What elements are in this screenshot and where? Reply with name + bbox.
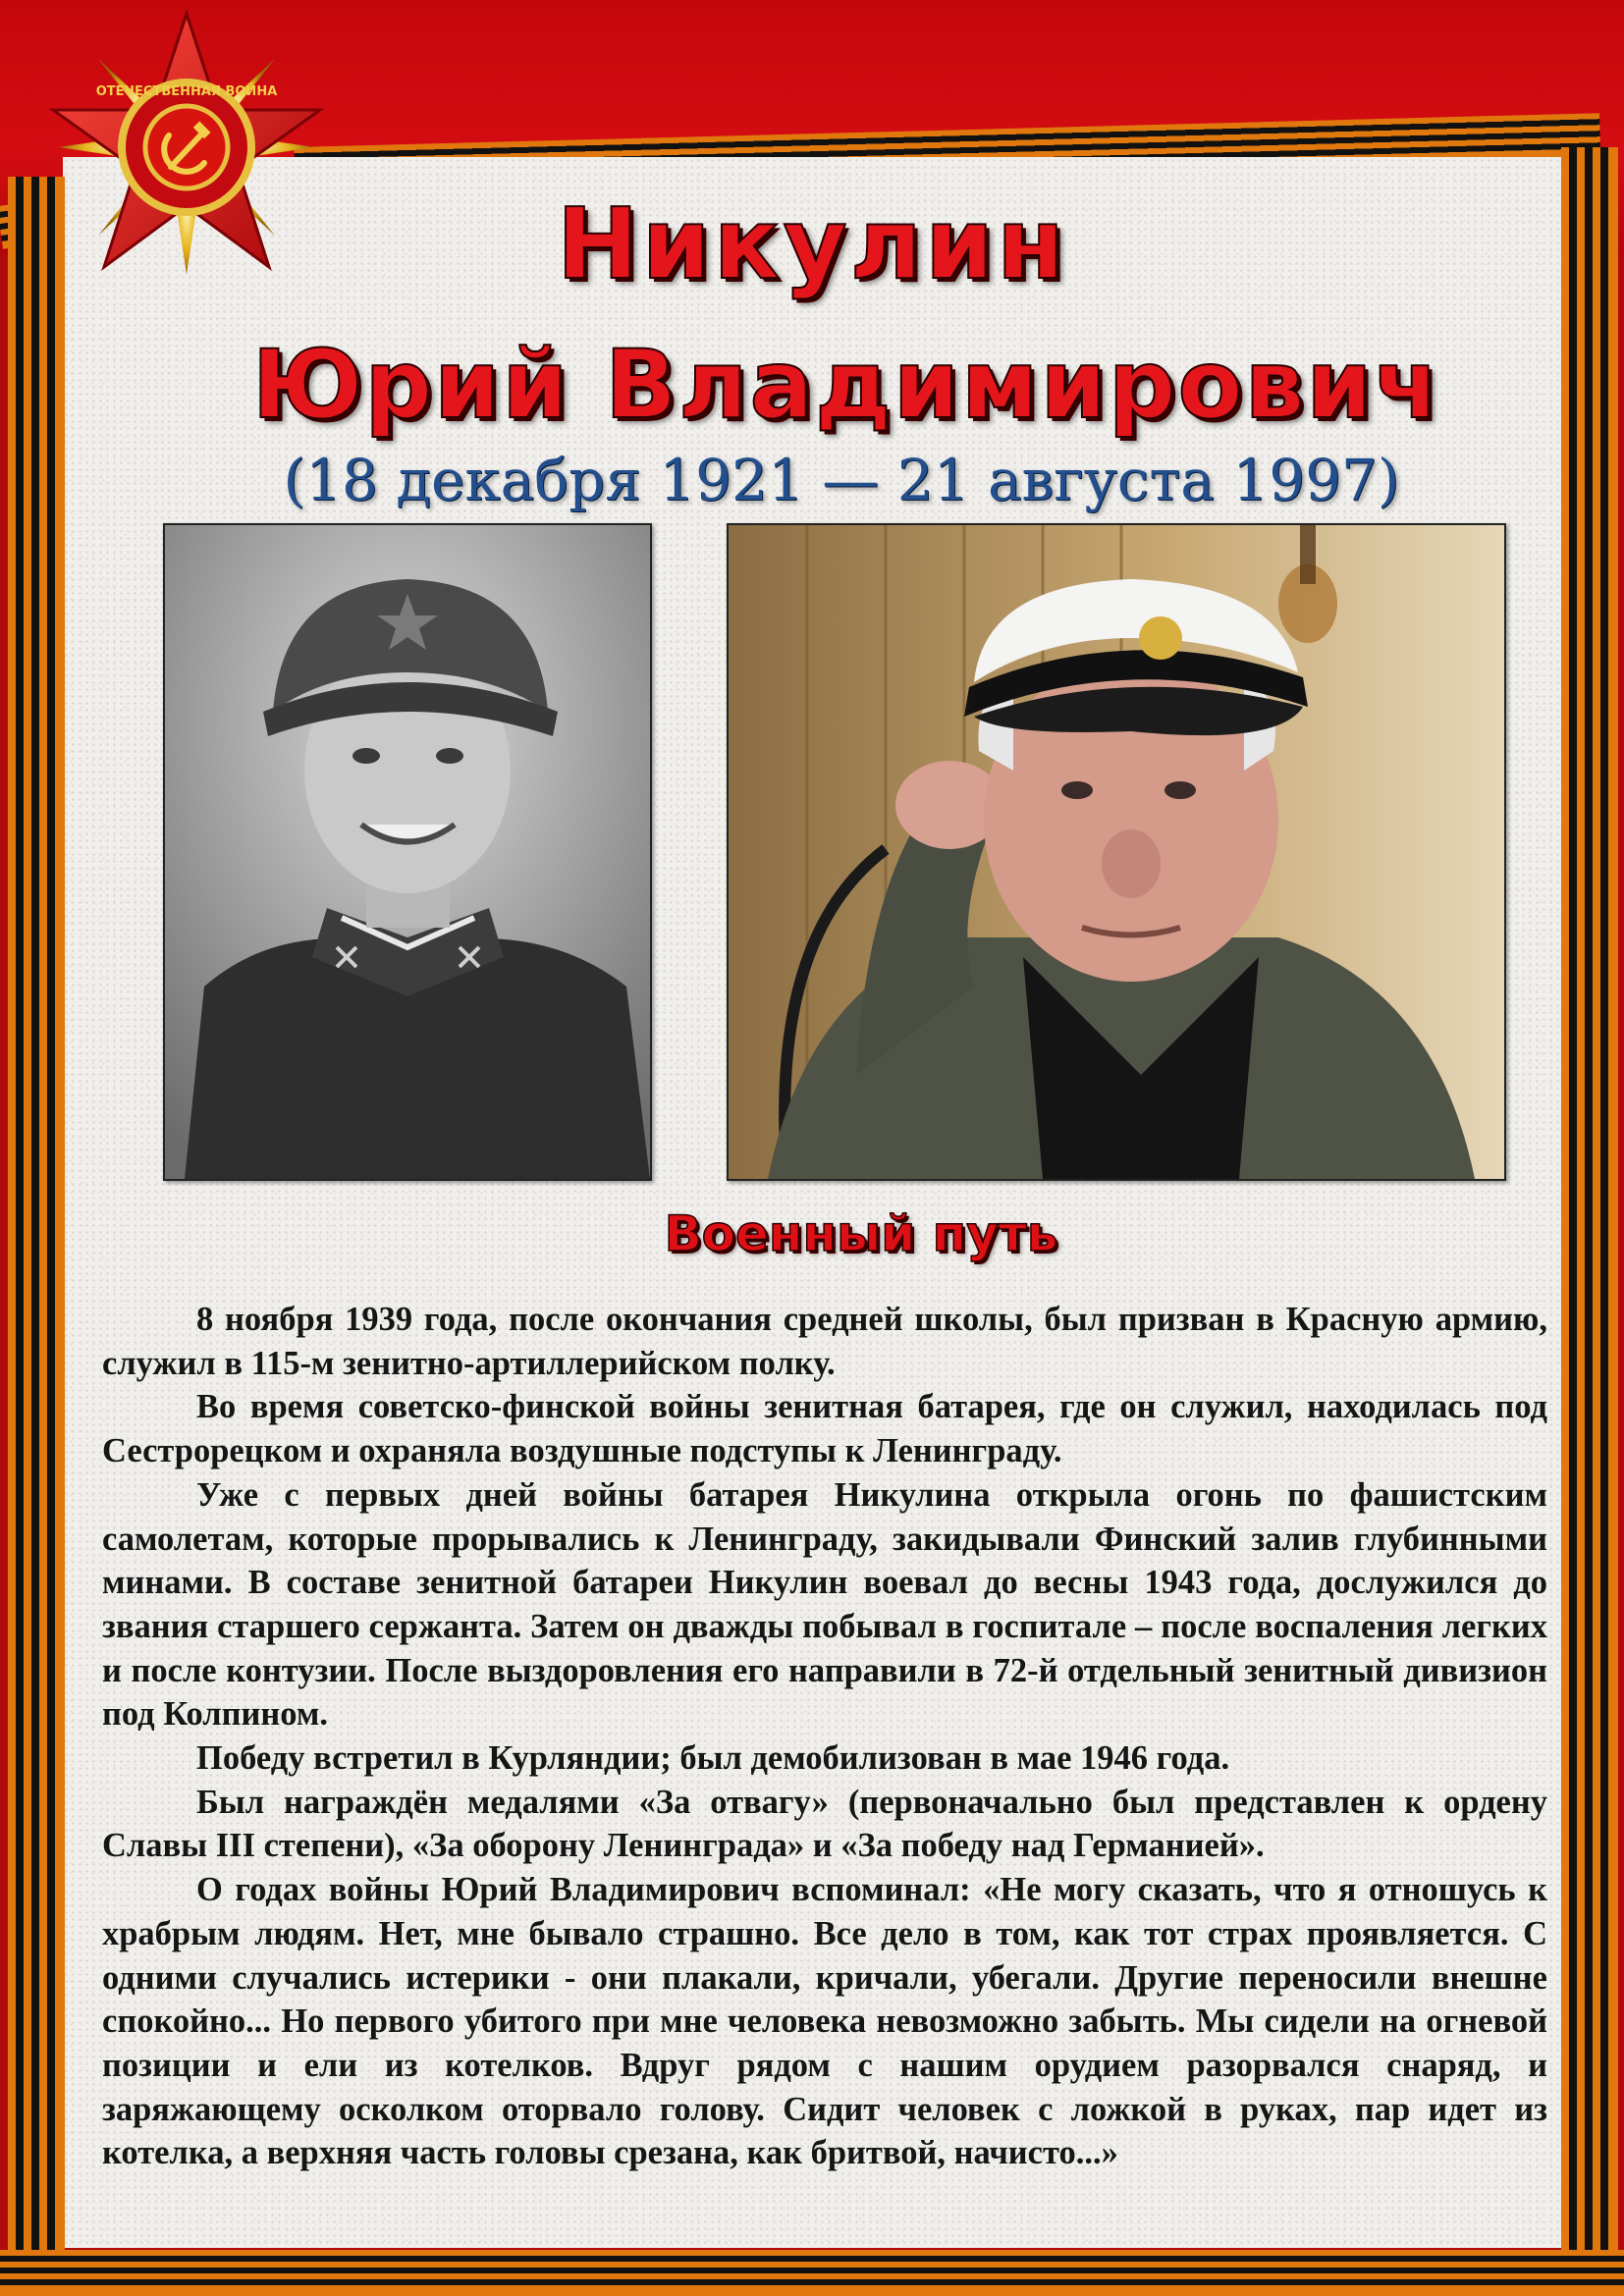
portrait-elderly-man-captain-hat-photo	[727, 523, 1506, 1181]
emblem-text: ОТЕЧЕСТВЕННАЯ ВОЙНА	[95, 84, 278, 99]
paragraph: Был награждён медалями «За отвагу» (первоначально был представлен к ордену Славы III степени), «За оборону Ленинграда» и «За победу над Германией».	[102, 1783, 1547, 1865]
paragraph: Победу встретил в Курляндии; был демобилизован в мае 1946 года.	[196, 1739, 1230, 1778]
paragraph: О годах войны Юрий Владимирович вспоминал: «Не могу сказать, что я отношусь к храбрым людям. Нет, мне бывало страшно. Все дело в том, как тот страх проявляется. С одними случались истерики - они плакали, кричали, убегали. Другие переносили внешне спокойно... Но первого убитого при мне человека невозможно забыть. Мы сидели на огневой позиции и ели из котелков. Вдруг рядом с нашим орудием разорвался снаряд, и заряжающему осколком оторвало голову. Сидит человек с ложкой в руках, пар идет из котелка, а верхняя часть головы срезана, как бритвой, начисто...»	[102, 1871, 1547, 2172]
surname-title: Никулин	[556, 187, 1068, 301]
portrait-young-soldier-photo	[163, 523, 652, 1181]
biography-text	[102, 1298, 1547, 2175]
given-names-title: Юрий Владимирович	[251, 330, 1441, 440]
paragraph: Уже с первых дней войны батарея Никулина открыла огонь по фашистским самолетам, которые прорывались к Ленинграду, закидывали Финский залив глубинными минами. В составе зенитной батареи Никулин воевал до весны 1943 года, дослужился до звания старшего сержанта. Затем он дважды побывал в госпитале – после воспаления легких и после контузии. После выздоровления его направили в 72-й отдельный зенитный дивизион под Колпином.	[102, 1475, 1547, 1734]
st-george-ribbon-bottom	[0, 2250, 1624, 2296]
life-dates: (18 декабря 1921 — 21 августа 1997)	[283, 447, 1400, 513]
section-title: Военный путь	[664, 1205, 1058, 1262]
paragraph: Во время советско-финской войны зенитная батарея, где он служил, находилась под Сестрорецком и охраняла воздушные подступы к Ленинграду.	[102, 1388, 1547, 1470]
paragraph: 8 ноября 1939 года, после окончания средней школы, был призван в Красную армию, служил в 115-м зенитно-артиллерийском полку.	[102, 1301, 1547, 1382]
